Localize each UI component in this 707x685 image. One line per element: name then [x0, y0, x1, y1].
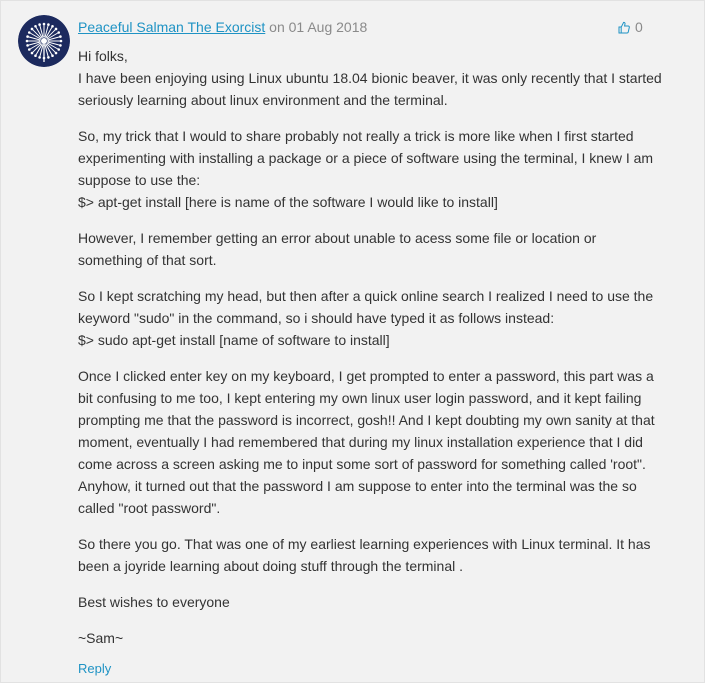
paragraph-line: So I kept scratching my head, but then after a quick online search I realized I need to use the keyword "sudo" in the command, so i should have typed it as follows instead:	[78, 288, 654, 326]
comment-paragraph	[78, 45, 663, 111]
paragraph-line: $> sudo apt-get install [name of software to install]	[78, 332, 390, 348]
paragraph-line: $> apt-get install [here is name of the software I would like to install]	[78, 194, 498, 210]
comment-body	[78, 45, 663, 663]
comment-date: on 01 Aug 2018	[269, 19, 368, 35]
author-link[interactable]: Peaceful Salman The Exorcist	[78, 19, 266, 35]
comment-paragraph	[78, 285, 663, 351]
paragraph-line: However, I remember getting an error about unable to acess some file or location or something of that sort.	[78, 230, 597, 268]
paragraph-line: So, my trick that I would to share probably not really a trick is more like when I first started experimenting with installing a package or a piece of software using the terminal, I knew I am suppose to use the:	[78, 128, 654, 188]
comment-paragraph	[78, 627, 663, 649]
avatar[interactable]	[18, 15, 70, 67]
comment-header	[78, 18, 367, 36]
like-count: 0	[635, 19, 643, 35]
comment-paragraph	[78, 227, 663, 271]
paragraph-line: So there you go. That was one of my earliest learning experiences with Linux terminal. It has been a joyride learning about doing stuff through the terminal .	[78, 536, 651, 574]
like-button[interactable]	[618, 18, 643, 36]
paragraph-line: I have been enjoying using Linux ubuntu 18.04 bionic beaver, it was only recently that I started seriously learning about linux environment and the terminal.	[78, 70, 662, 108]
paragraph-line: Best wishes to everyone	[78, 594, 230, 610]
paragraph-line: ~Sam~	[78, 630, 124, 646]
dandelion-avatar-icon	[18, 15, 70, 67]
comment-paragraph	[78, 125, 663, 213]
comment-paragraph	[78, 533, 663, 577]
comment-paragraph	[78, 591, 663, 613]
thumbs-up-icon	[618, 21, 630, 34]
paragraph-line: Hi folks,	[78, 48, 128, 64]
comment-paragraph	[78, 365, 663, 519]
reply-link[interactable]: Reply	[78, 661, 112, 676]
paragraph-line: Once I clicked enter key on my keyboard, I get prompted to enter a password, this part was a bit confusing to me too, I kept entering my own linux user login password, and it kept failing prompting me that the password is incorrect, gosh!! And I kept doubting my own sanity at that moment, eventually I had remembered that during my linux installation experience that I did come across a screen asking me to input some sort of password for something called 'root". Anyhow, it turned out that the password I am suppose to enter into the terminal was the so called "root password".	[78, 368, 655, 516]
